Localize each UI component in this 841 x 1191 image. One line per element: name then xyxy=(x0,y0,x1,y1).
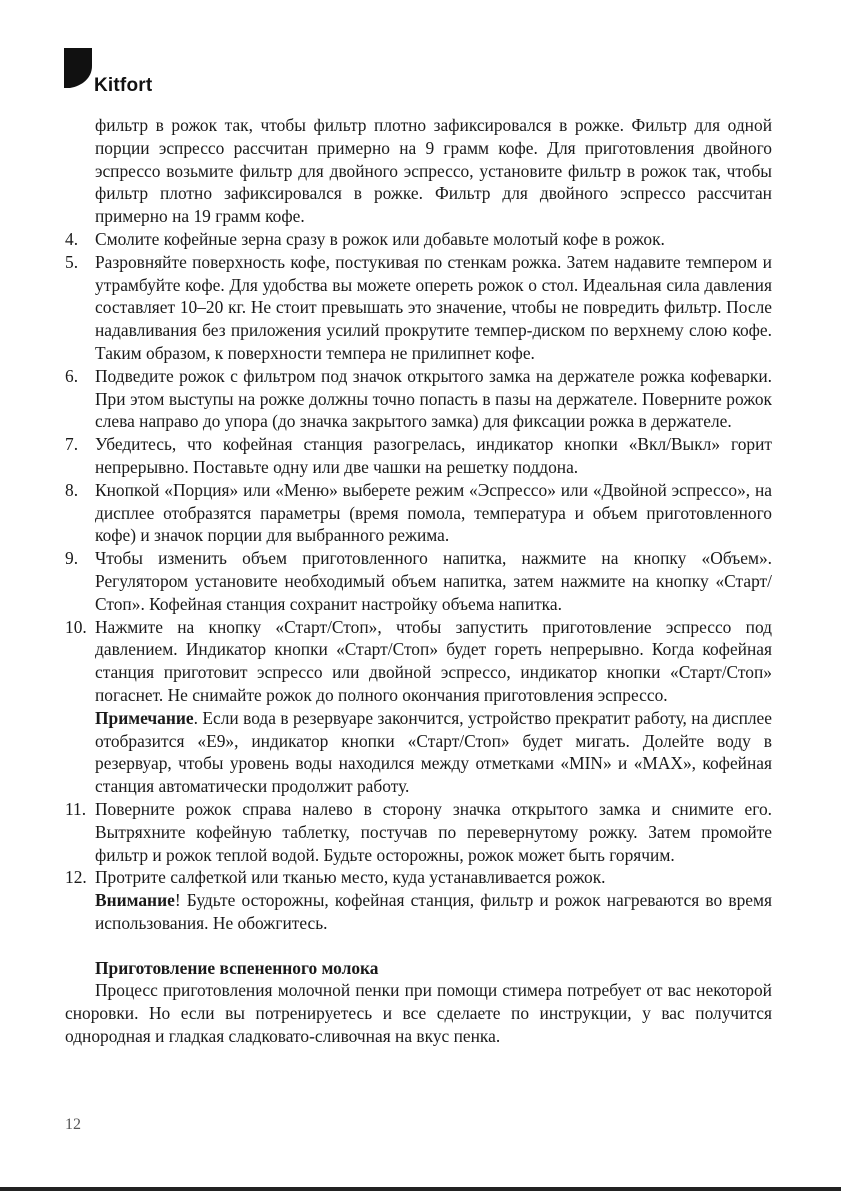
step-text: Разровняйте поверхность кофе, постукивая по стенкам рожка. Затем надавите темпером и утрамбуйте кофе. Для удобства вы можете опереть рожок о стол. Идеальная сила давления составляет 10–20 кг. Не стоит превышать это значение, чтобы не повредить фильтр. После надавливания без приложения усилий прокрутите темпер-диском по верхнему слою кофе. Таким образом, к поверхности темпера не прилипнет кофе. xyxy=(95,251,772,363)
list-item xyxy=(65,365,772,433)
step-text: Смолите кофейные зерна сразу в рожок или добавьте молотый кофе в рожок. xyxy=(95,228,665,249)
list-item xyxy=(65,479,772,547)
warning-label: Внимание xyxy=(95,890,175,911)
step-text: Протрите салфеткой или тканью место, куда устанавливается рожок. xyxy=(95,867,606,888)
step-number: 5. xyxy=(65,251,79,272)
section-paragraph: Процесс приготовления молочной пенки при помощи стимера потребует от вас некоторой сноровки. Но если вы потренируетесь и все сделаете по инструкции, у вас получится однородная и гладкая сладковато-сливочная на вкус пенка. xyxy=(65,980,772,1047)
step-number: 7. xyxy=(65,434,79,455)
step-text: Убедитесь, что кофейная станция разогрелась, индикатор кнопки «Вкл/Выкл» горит непрерывно. Поставьте одну или две чашки на решетку поддона. xyxy=(95,434,772,477)
list-item xyxy=(65,547,772,615)
step-text: Подведите рожок с фильтром под значок открытого замка на держателе рожка кофеварки. При этом выступы на рожке должны точно попасть в пазы на держателе. Поверните рожок слева направо до упора (до значка закрытого замка) для фиксации рожка в держателе. xyxy=(95,365,772,432)
note-paragraph xyxy=(65,707,772,798)
step-number: 8. xyxy=(65,479,79,500)
list-item xyxy=(65,228,772,251)
list-item xyxy=(65,251,772,365)
step-text: Чтобы изменить объем приготовленного напитка, нажмите на кнопку «Объем». Регулятором установите необходимый объем напитка, затем нажмите на кнопку «Старт/Стоп». Кофейная станция сохранит настройку объема напитка. xyxy=(95,548,772,614)
step-text: Поверните рожок справа налево в сторону значка открытого замка и снимите его. Вытряхните кофейную таблетку, постучав по перевернутому рожку. Затем промойте фильтр и рожок теплой водой. Будьте осторожны, рожок может быть горячим. xyxy=(95,798,772,865)
step-number: 10. xyxy=(65,616,87,637)
step-number: 4. xyxy=(65,228,79,249)
brand-name: Kitfort xyxy=(94,75,153,96)
section-heading: Приготовление вспененного молока xyxy=(95,957,379,978)
step-number: 11. xyxy=(65,798,87,819)
note-label: Примечание xyxy=(95,707,194,728)
intro-paragraph: фильтр в рожок так, чтобы фильтр плотно зафиксировался в рожке. Фильтр для одной порции эспрессо рассчитан примерно на 9 грамм кофе. Для приготовления двойного эспрессо возьмите фильтр для двойного эспрессо, установите фильтр в рожок так, чтобы фильтр плотно зафиксировался в рожке. Фильтр для двойного эспрессо рассчитан примерно на 19 грамм кофе. xyxy=(95,115,772,227)
brand-logo xyxy=(64,48,204,98)
list-item xyxy=(65,866,772,889)
page-content xyxy=(65,114,772,1048)
list-item xyxy=(65,433,772,479)
note-text: . Если вода в резервуаре закончится, устройство прекратит работу, на дисплее отобразится «E9», индикатор кнопки «Старт/Стоп» будет мигать. Долейте воду в резервуар, чтобы уровень воды находился между отметками «MIN» и «MAX», кофейная станция автоматически продолжит работу. xyxy=(95,707,772,797)
page-number: 12 xyxy=(65,1116,81,1133)
step-number: 9. xyxy=(65,548,79,569)
warning-text: ! Будьте осторожны, кофейная станция, фильтр и рожок нагреваются во время использования. Не обожгитесь. xyxy=(95,890,772,933)
step-number: 6. xyxy=(65,365,79,386)
kitfort-logo-icon xyxy=(64,48,92,88)
list-item xyxy=(65,616,772,707)
warning-paragraph xyxy=(65,889,772,935)
list-item xyxy=(65,798,772,866)
step-text: Нажмите на кнопку «Старт/Стоп», чтобы запустить приготовление эспрессо под давлением. Индикатор кнопки «Старт/Стоп» будет гореть непрерывно. Когда кофейная станция приготовит эспрессо или двойной эспрессо, индикатор кнопки «Старт/Стоп» погаснет. Не снимайте рожок до полного окончания приготовления эспрессо. xyxy=(95,616,772,705)
step-number: 12. xyxy=(65,867,87,888)
step-text: Кнопкой «Порция» или «Меню» выберете режим «Эспрессо» или «Двойной эспрессо», на дисплее отобразятся параметры (время помола, температура и объем приготовленного кофе) и значок порции для выбранного режима. xyxy=(95,479,772,546)
bottom-divider xyxy=(0,1187,841,1191)
